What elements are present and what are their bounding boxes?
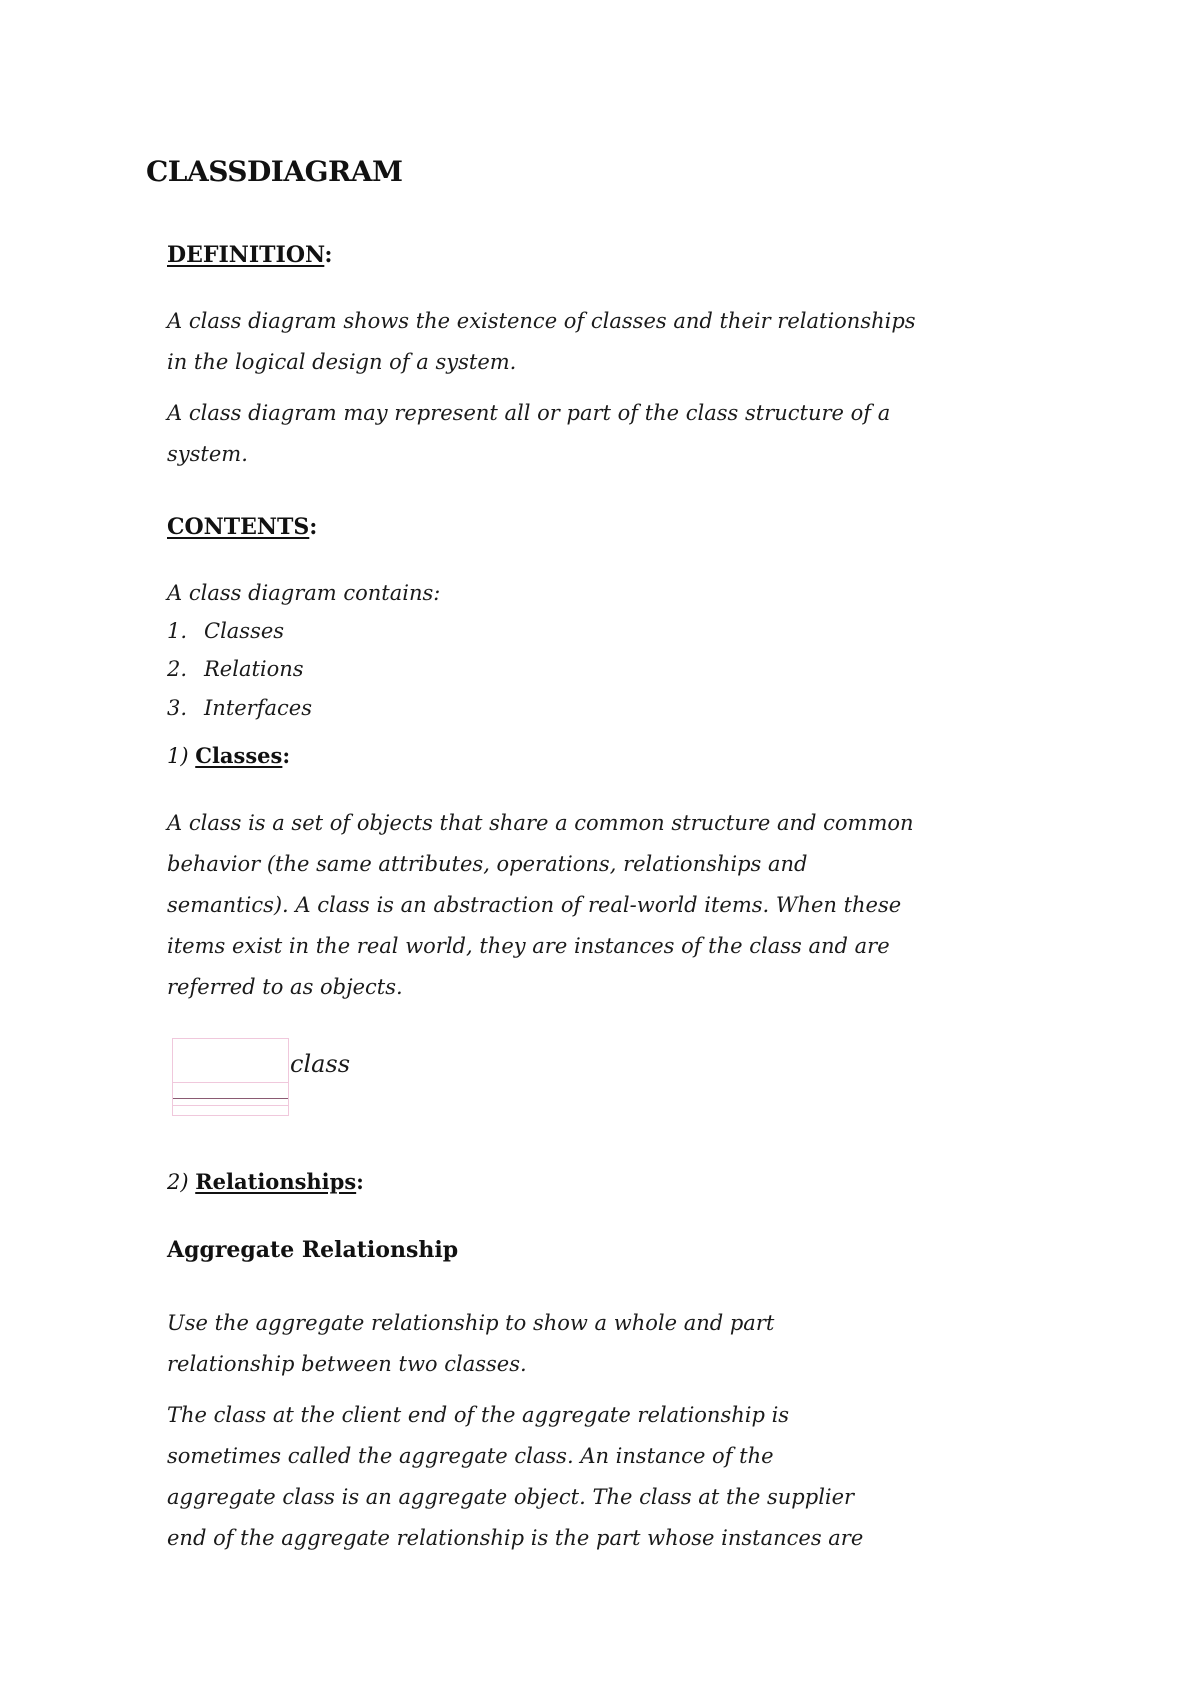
aggregate-relationship-heading: Aggregate Relationship	[167, 1237, 459, 1263]
list-item-label: Interfaces	[204, 696, 312, 720]
class-symbol	[172, 1038, 289, 1116]
section-colon: :	[282, 743, 291, 768]
paragraph-line: A class diagram shows the existence of classes and their relationships	[167, 309, 916, 333]
list-item-label: Classes	[204, 619, 285, 643]
list-item	[167, 657, 304, 681]
section-name: Relationships	[195, 1169, 357, 1194]
aggregate-paragraph-2	[167, 1395, 863, 1559]
paragraph-line: in the logical design of a system.	[167, 350, 517, 374]
paragraph-line: sometimes called the aggregate class. An instance of the	[167, 1444, 774, 1468]
class-symbol-label: class	[290, 1050, 351, 1078]
definition-heading-text: DEFINITION	[167, 242, 325, 268]
contents-heading	[167, 514, 317, 540]
page-title: CLASSDIAGRAM	[146, 155, 403, 188]
paragraph-line: relationship between two classes.	[167, 1352, 527, 1376]
contents-heading-text: CONTENTS	[167, 514, 310, 540]
section-name: Classes	[195, 743, 283, 768]
section-number: 1)	[167, 744, 196, 768]
paragraph-line: system.	[167, 442, 248, 466]
definition-heading	[167, 242, 332, 268]
definition-paragraph-1	[167, 301, 916, 383]
paragraph-line: aggregate class is an aggregate object. The class at the supplier	[167, 1485, 855, 1509]
list-item-number: 2.	[167, 657, 188, 681]
section-number: 2)	[167, 1170, 196, 1194]
relationships-section-heading	[167, 1169, 364, 1194]
section-colon: :	[356, 1169, 364, 1194]
paragraph-line: Use the aggregate relationship to show a whole and part	[167, 1311, 775, 1335]
paragraph-line: A class is a set of objects that share a common structure and common	[167, 811, 914, 835]
list-item-label: Relations	[204, 657, 304, 681]
paragraph-line: items exist in the real world, they are instances of the class and are	[167, 934, 890, 958]
paragraph-line: The class at the client end of the aggregate relationship is	[167, 1403, 790, 1427]
paragraph-line: A class diagram may represent all or part of the class structure of a	[167, 401, 891, 425]
contents-heading-colon: :	[309, 514, 318, 540]
aggregate-paragraph-1	[167, 1303, 774, 1385]
list-item	[167, 619, 284, 643]
class-symbol-divider	[173, 1098, 288, 1099]
list-item-number: 1.	[167, 619, 188, 643]
contents-intro: A class diagram contains:	[167, 581, 441, 605]
paragraph-line: semantics). A class is an abstraction of real-world items. When these	[167, 893, 902, 917]
list-item-number: 3.	[167, 696, 188, 720]
paragraph-line: referred to as objects.	[167, 975, 403, 999]
classes-section-heading	[167, 743, 290, 768]
list-item	[167, 696, 312, 720]
class-symbol-compartment-line	[173, 1105, 288, 1106]
paragraph-line: end of the aggregate relationship is the part whose instances are	[167, 1526, 864, 1550]
definition-heading-colon: :	[324, 242, 333, 268]
definition-paragraph-2	[167, 393, 890, 475]
classes-paragraph	[167, 803, 914, 1008]
paragraph-line: behavior (the same attributes, operations, relationships and	[167, 852, 808, 876]
class-symbol-compartment-line	[173, 1082, 288, 1083]
